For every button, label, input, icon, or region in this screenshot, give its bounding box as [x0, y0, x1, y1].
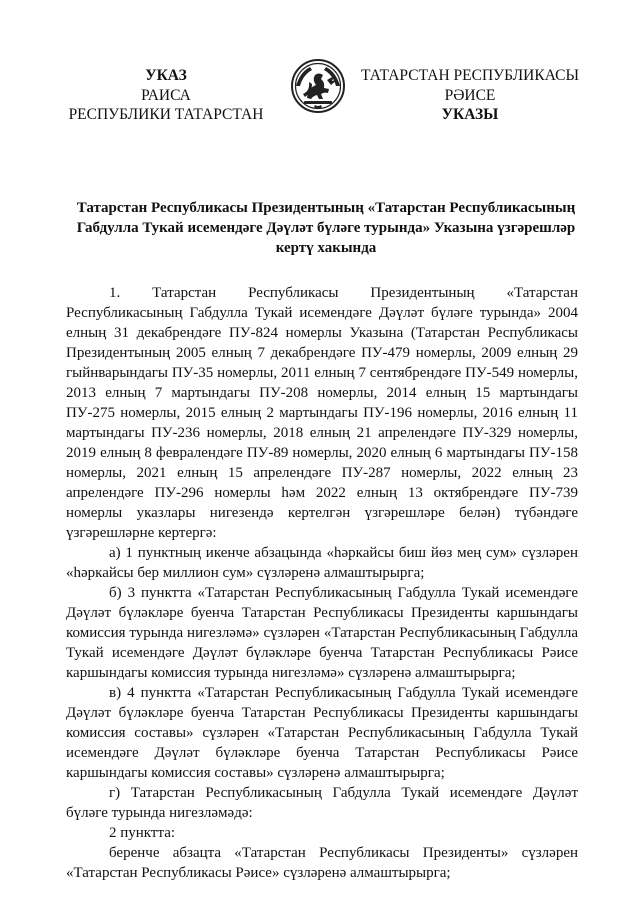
- coat-of-arms-icon: [290, 58, 346, 114]
- header-left-block: [60, 66, 272, 125]
- paragraph-point-2: 2 пунктта:: [109, 825, 176, 841]
- paragraph-v: в) 4 пунктта «Татарстан Республикасының Габдулла Тукай исемендәге Дәүләт бүләкләре буенча Татарстан Республикасы Президенты каршындагы комиссия составы» сүзләрен «Татарстан Республикасының Габдулла Тукай исемендәге Дәүләт бүләкләре буенча Татарстан Республикасы Рәисе каршындагы комиссия составы» сүзләренә алмаштырырга;: [66, 685, 578, 781]
- paragraph-1: 1. Татарстан Республикасы Президентының «Татарстан Республикасының Габдулла Тукай исемендәге Дәүләт бүләге турында» 2004 елның 31 декабрендәге ПУ-824 номерлы Указына (Татарстан Республикасы Президентының 2005 елның 7 декабрендәге ПУ-479 номерлы, 2009 елның 29 гыйнварындагы ПУ-35 номерлы, 2011 елның 7 сентябрендәге ПУ-549 номерлы, 2013 елның 7 мартындагы ПУ-208 номерлы, 2014 елның 15 мартындагы ПУ-275 номерлы, 2015 елның 2 мартындагы ПУ-196 номерлы, 2016 елның 11 мартындагы ПУ-236 номерлы, 2018 елның 21 апрелендәге ПУ-329 номерлы, 2019 елның 8 февралендәге ПУ-89 номерлы, 2020 елның 6 мартындагы ПУ-158 номерлы, 2021 елның 15 апрелендәге ПУ-287 номерлы, 2022 елның 23 апрелендәге ПУ-296 номерлы һәм 2022 елның 13 октябрендәге ПУ-739 номерлы указлары нигезендә кертелгән үзгәрешләре белән) түбәндәге үзгәрешләрне кертергә:: [66, 285, 578, 541]
- header-right-line-3: УКАЗЫ: [441, 106, 499, 123]
- document-title: Татарстан Республикасы Президентының «Татарстан Республикасының Габдулла Тукай исемендәге Дәүләт бүләге турында» Указына үзгәрешләр кертү хакында: [76, 200, 576, 256]
- header-left-line-1: УКАЗ: [145, 67, 187, 84]
- header-right-line-1: ТАТАРСТАН РЕСПУБЛИКАСЫ: [361, 67, 579, 84]
- header-right-block: [360, 66, 580, 125]
- header-right-line-2: РӘИСЕ: [444, 86, 496, 104]
- paragraph-g: г) Татарстан Республикасының Габдулла Тукай исемендәге Дәүләт бүләге турында нигезләмәдә:: [66, 785, 578, 821]
- document-body: [66, 283, 578, 883]
- paragraph-b: б) 3 пунктта «Татарстан Республикасының Габдулла Тукай исемендәге Дәүләт бүләкләре буенча Татарстан Республикасы Президенты каршындагы комиссия турында нигезләмә» сүзләрен «Татарстан Республикасының Габдулла Тукай исемендәге Дәүләт бүләкләре буенча Татарстан Республикасы Рәисе каршындагы комиссия турында нигезләмә» сүзләренә алмаштырырга;: [66, 585, 578, 681]
- header-left-line-3: РЕСПУБЛИКИ ТАТАРСТАН: [68, 106, 264, 123]
- paragraph-first-abzac: беренче абзацта «Татарстан Республикасы Президенты» сүзләрен «Татарстан Республикасы Рәисе» сүзләренә алмаштырырга;: [66, 845, 578, 881]
- header-left-line-2: РАИСА: [141, 86, 191, 104]
- paragraph-a: а) 1 пунктның икенче абзацында «һәркайсы биш йөз мең сум» сүзләрен «һәркайсы бер миллион сум» сүзләренә алмаштырырга;: [66, 545, 578, 581]
